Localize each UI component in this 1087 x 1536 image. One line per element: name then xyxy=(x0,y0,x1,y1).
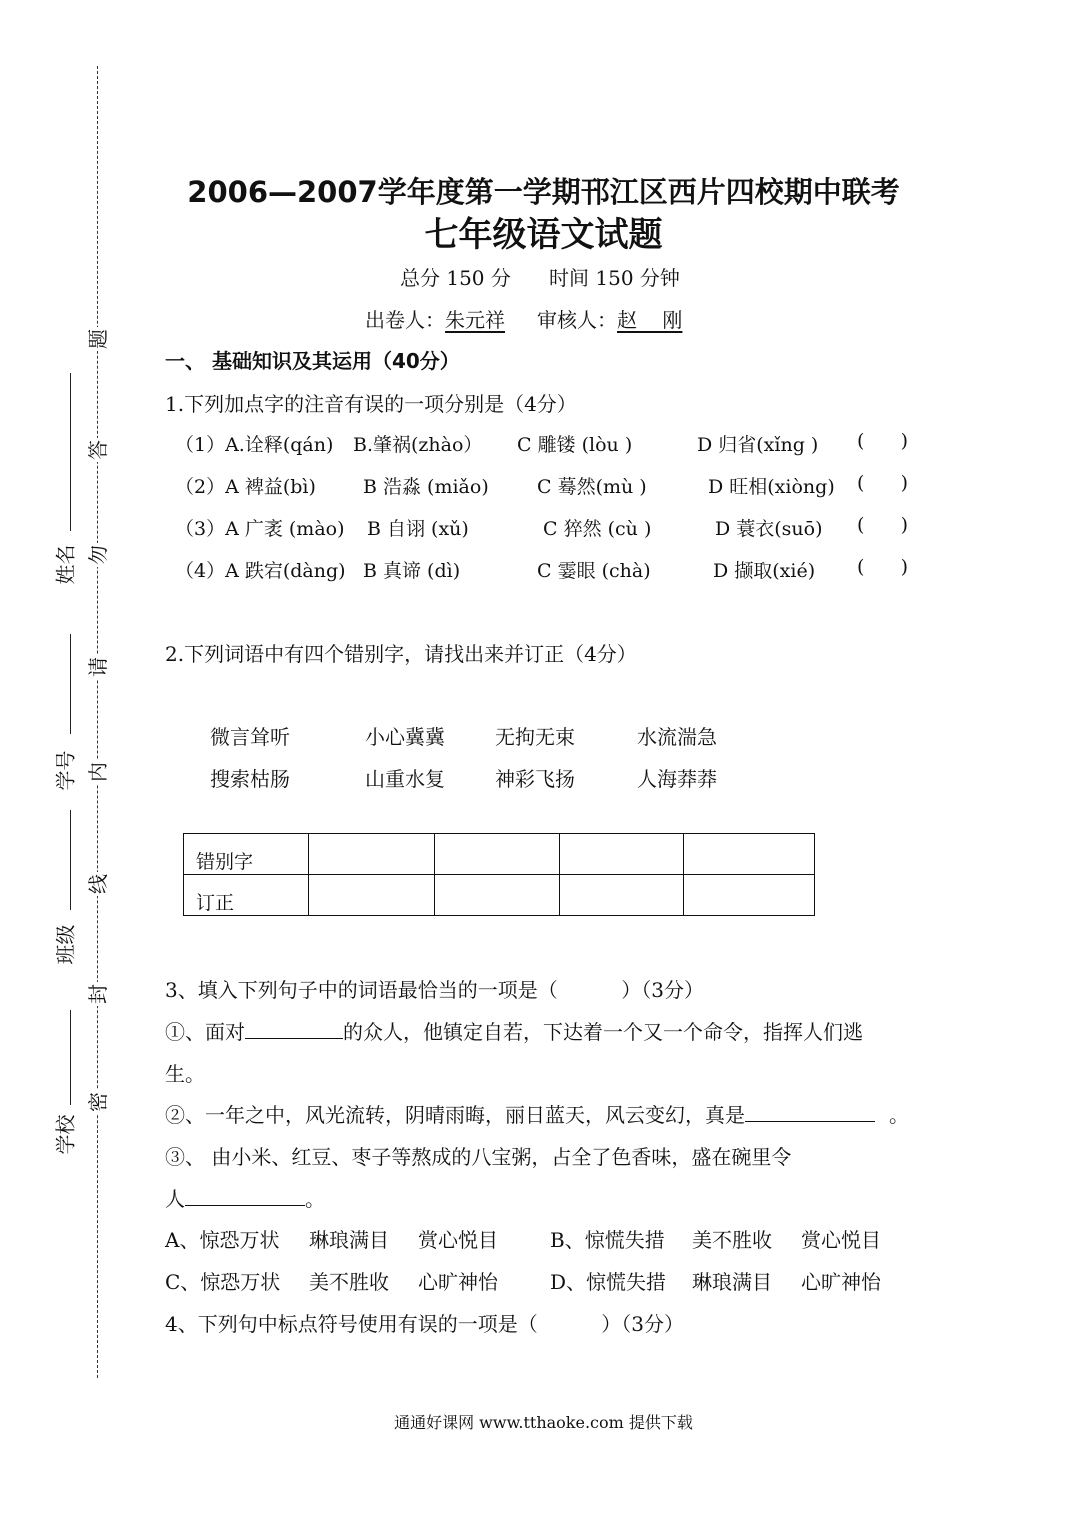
option-a: （1）A.诠释(qán) xyxy=(175,434,334,456)
option-item: C、惊恐万状 xyxy=(165,1270,281,1294)
answer-cell[interactable] xyxy=(309,834,435,875)
binding-dashed-line xyxy=(97,66,98,1378)
seal-char: 题 xyxy=(86,329,110,349)
option-item: B、惊慌失措 xyxy=(550,1228,665,1252)
answer-cell[interactable] xyxy=(309,875,435,916)
class-field-label: 班级 xyxy=(53,924,78,965)
question-3-sentence-1 xyxy=(165,1016,863,1045)
seal-char: 密 xyxy=(86,1092,110,1112)
section-heading: 一、 基础知识及其运用（40分） xyxy=(165,349,460,373)
answer-cell[interactable] xyxy=(560,875,684,916)
sentence-text: 的众人，他镇定自若，下达着一个又一个命令，指挥人们逃 xyxy=(343,1020,863,1044)
option-item: D、惊慌失措 xyxy=(550,1270,667,1294)
sentence-text: 。 xyxy=(889,1103,909,1127)
option-item: 琳琅满目 xyxy=(309,1228,389,1252)
answer-cell[interactable] xyxy=(435,875,560,916)
answer-blank[interactable]: ( ) xyxy=(857,514,909,536)
correction-table xyxy=(183,833,815,916)
option-a: （4）A 跌宕(dàng) xyxy=(175,560,346,582)
exam-subtitle: 七年级语文试题 xyxy=(424,215,663,255)
option-a: （3）A 广袤 (mào) xyxy=(175,518,345,540)
student-number-fill-line[interactable] xyxy=(70,634,71,734)
word-item: 微言耸听 xyxy=(210,725,290,749)
answer-cell[interactable] xyxy=(435,834,560,875)
fill-blank[interactable] xyxy=(745,1099,875,1122)
row-label-wrong-char: 错别字 xyxy=(184,834,309,875)
option-d: D 蓑衣(suō) xyxy=(715,518,823,540)
option-item: 心旷神怡 xyxy=(801,1270,881,1294)
sentence-text: 。 xyxy=(305,1187,325,1211)
option-d: D 旺相(xiòng) xyxy=(708,476,835,498)
sentence-text: 人 xyxy=(165,1187,185,1211)
word-item: 山重水复 xyxy=(365,767,445,791)
sentence-text: ②、一年之中，风光流转，阴晴雨晦，丽日蓝天，风云变幻，真是 xyxy=(165,1103,745,1127)
option-item: 琳琅满目 xyxy=(692,1270,772,1294)
name-field-label: 姓名 xyxy=(53,544,78,585)
question-3-sentence-1-cont: 生。 xyxy=(165,1062,205,1086)
word-item: 人海莽莽 xyxy=(637,767,717,791)
option-item: 赏心悦目 xyxy=(418,1228,498,1252)
option-item: 心旷神怡 xyxy=(418,1270,498,1294)
school-fill-line[interactable] xyxy=(70,1010,71,1105)
question-4-stem: 4、下列句中标点符号使用有误的一项是（ ）（3分） xyxy=(165,1312,685,1336)
seal-char: 请 xyxy=(86,657,110,677)
author-label: 出卷人： xyxy=(365,308,445,332)
table-row xyxy=(184,834,815,875)
option-b: B.肇祸(zhào） xyxy=(353,434,483,456)
student-number-field-label: 学号 xyxy=(53,750,78,791)
option-d: D 归省(xǐng ) xyxy=(697,434,819,456)
reviewer-name: 赵 刚 xyxy=(617,308,683,332)
seal-char: 封 xyxy=(86,984,110,1004)
score-time-info: 总分 150 分 时间 150 分钟 xyxy=(400,266,680,290)
table-row xyxy=(184,875,815,916)
row-label-correction: 订正 xyxy=(184,875,309,916)
page-footer: 通通好课网 www.tthaoke.com 提供下载 xyxy=(394,1413,693,1432)
word-item: 无拘无束 xyxy=(495,725,575,749)
answer-blank[interactable]: ( ) xyxy=(857,472,909,494)
word-item: 小心冀冀 xyxy=(365,725,445,749)
name-fill-line[interactable] xyxy=(70,373,71,531)
answer-blank[interactable]: ( ) xyxy=(857,430,909,452)
fill-blank[interactable] xyxy=(185,1183,305,1206)
question-3-sentence-2 xyxy=(165,1099,909,1128)
option-item: A、惊恐万状 xyxy=(165,1228,280,1252)
word-item: 搜索枯肠 xyxy=(210,767,290,791)
exam-title: 2006—2007学年度第一学期邗江区西片四校期中联考 xyxy=(187,175,900,209)
option-a: （2）A 裨益(bì) xyxy=(175,476,316,498)
option-b: B 真谛 (dì) xyxy=(363,560,461,582)
question-3-sentence-3-cont xyxy=(165,1183,325,1212)
class-fill-line[interactable] xyxy=(70,810,71,910)
option-item: 美不胜收 xyxy=(692,1228,772,1252)
school-field-label: 学校 xyxy=(53,1114,78,1155)
sentence-text: ①、面对 xyxy=(165,1020,245,1044)
question-3-stem: 3、填入下列句子中的词语最恰当的一项是（ ）（3分） xyxy=(165,978,705,1002)
option-c: C 猝然 (cù ) xyxy=(543,518,652,540)
question-1-stem: 1.下列加点字的注音有误的一项分别是（4分） xyxy=(165,392,577,416)
seal-char: 线 xyxy=(86,874,110,894)
option-d: D 撷取(xié) xyxy=(713,560,816,582)
option-c: C 霎眼 (chà) xyxy=(537,560,651,582)
author-reviewer-line xyxy=(365,304,682,333)
option-c: C 雕镂 (lòu ) xyxy=(517,434,633,456)
fill-blank[interactable] xyxy=(245,1016,343,1039)
answer-blank[interactable]: ( ) xyxy=(857,556,909,578)
seal-char: 内 xyxy=(86,762,110,782)
answer-cell[interactable] xyxy=(684,834,815,875)
answer-cell[interactable] xyxy=(560,834,684,875)
seal-char: 勿 xyxy=(86,545,110,565)
reviewer-label: 审核人： xyxy=(537,308,617,332)
word-item: 神彩飞扬 xyxy=(495,767,575,791)
option-c: C 蓦然(mù ) xyxy=(537,476,647,498)
seal-char: 答 xyxy=(86,440,110,460)
option-item: 赏心悦目 xyxy=(801,1228,881,1252)
word-item: 水流湍急 xyxy=(637,725,717,749)
author-name: 朱元祥 xyxy=(445,308,505,332)
answer-cell[interactable] xyxy=(684,875,815,916)
option-item: 美不胜收 xyxy=(309,1270,389,1294)
option-b: B 自诩 (xǔ) xyxy=(367,518,469,540)
option-b: B 浩淼 (miǎo) xyxy=(363,476,489,498)
question-3-sentence-3: ③、 由小米、红豆、枣子等熬成的八宝粥，占全了色香味，盛在碗里令 xyxy=(165,1145,792,1169)
question-2-stem: 2.下列词语中有四个错别字，请找出来并订正（4分） xyxy=(165,642,637,666)
